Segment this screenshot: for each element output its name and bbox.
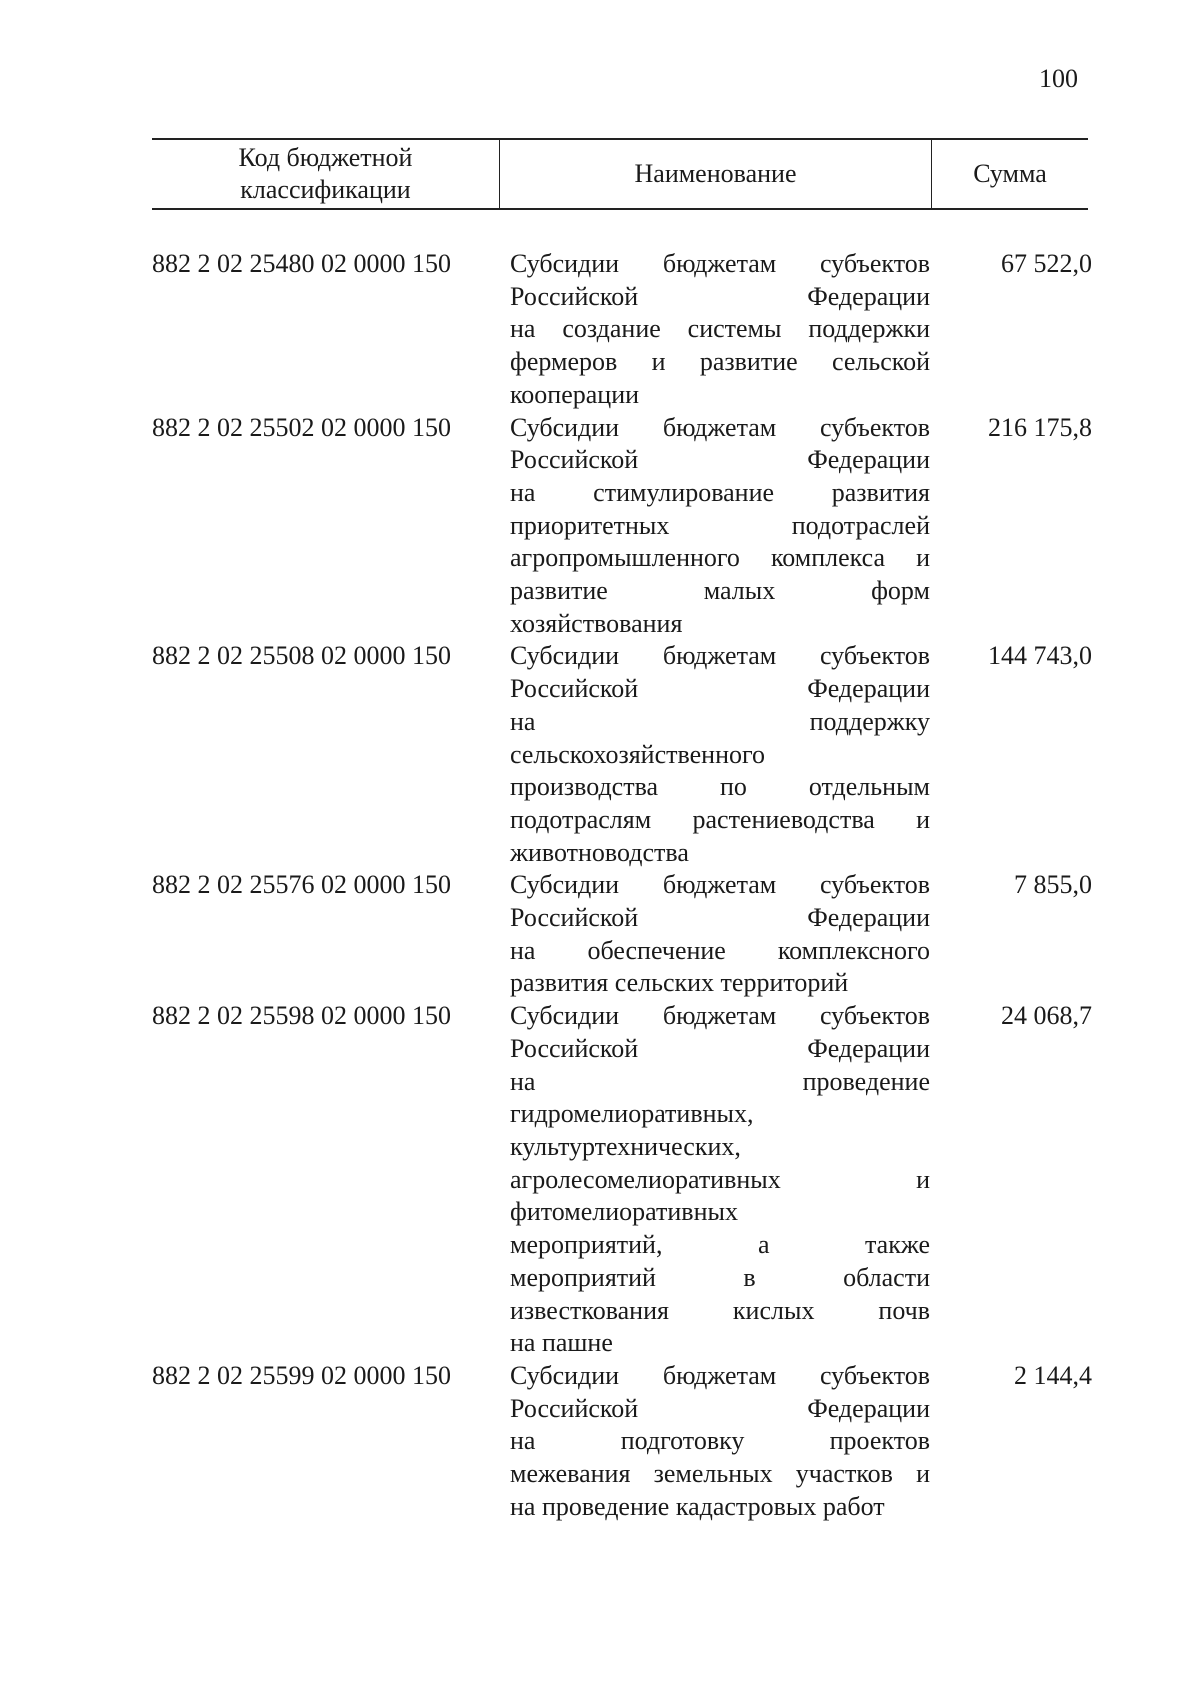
row-code: 882 2 02 25598 02 0000 150 xyxy=(152,1001,451,1031)
row-sum: 67 522,0 xyxy=(1001,249,1092,278)
row-name-line: на создание системы поддержки xyxy=(510,314,930,344)
row-name-line: на проведение xyxy=(510,1066,930,1096)
row-name-line: культуртехнических, xyxy=(510,1131,741,1161)
row-name-line: Российской Федерации xyxy=(510,674,930,704)
row-name-line: межевания земельных участков и xyxy=(510,1459,930,1489)
row-name xyxy=(508,412,930,641)
row-sum: 144 743,0 xyxy=(988,641,1092,671)
row-name-line: производства по отдельным xyxy=(510,772,930,802)
row-name-line: Российской Федерации xyxy=(510,1033,930,1063)
row-name-line: на пашне xyxy=(510,1328,613,1358)
row-name-line: Субсидии бюджетам субъектов xyxy=(510,249,930,278)
row-sum: 7 855,0 xyxy=(1014,870,1092,900)
table-row xyxy=(152,412,1092,641)
row-name-line: животноводства xyxy=(510,837,689,867)
row-name-line: мероприятий в области xyxy=(510,1262,930,1292)
row-name xyxy=(508,869,930,1000)
row-name-line: Российской Федерации xyxy=(510,903,930,933)
row-name-line: фитомелиоративных xyxy=(510,1197,738,1227)
row-name-line: мероприятий, а также xyxy=(510,1230,930,1260)
row-code: 882 2 02 25508 02 0000 150 xyxy=(152,641,451,671)
row-code: 882 2 02 25576 02 0000 150 xyxy=(152,870,451,900)
page-number: 100 xyxy=(1039,64,1078,93)
header-code-line2: классификации xyxy=(240,175,411,204)
row-name-line: Российской Федерации xyxy=(510,281,930,311)
row-name-line: хозяйствования xyxy=(510,608,683,638)
row-name-line: Субсидии бюджетам субъектов xyxy=(510,1360,930,1390)
table-row xyxy=(152,1360,1092,1524)
table-row xyxy=(152,248,1092,412)
row-name-line: агролесомелиоративных и xyxy=(510,1164,930,1194)
row-name xyxy=(508,640,930,869)
table-row xyxy=(152,640,1092,869)
row-name-line: развития сельских территорий xyxy=(510,968,849,998)
row-name-line: фермеров и развитие сельской xyxy=(510,347,930,377)
row-sum: 2 144,4 xyxy=(1014,1360,1092,1390)
row-name-line: на подготовку проектов xyxy=(510,1426,930,1456)
header-code-line1: Код бюджетной xyxy=(238,143,413,172)
row-name-line: подотраслям растениеводства и xyxy=(510,804,930,834)
row-name-line: Субсидии бюджетам субъектов xyxy=(510,412,930,442)
row-name-line: Субсидии бюджетам субъектов xyxy=(510,870,930,900)
row-name-line: на поддержку xyxy=(510,706,930,736)
row-name-line: сельскохозяйственного xyxy=(510,739,765,769)
row-sum: 216 175,8 xyxy=(988,412,1092,442)
row-name-line: Субсидии бюджетам субъектов xyxy=(510,641,930,671)
row-name-line: приоритетных подотраслей xyxy=(510,510,930,540)
row-name xyxy=(508,1360,930,1524)
table-row xyxy=(152,869,1092,1000)
row-name-line: на проведение кадастровых работ xyxy=(510,1491,885,1521)
row-name-line: гидромелиоративных, xyxy=(510,1099,754,1129)
row-name xyxy=(508,1000,930,1360)
row-name-line: на обеспечение комплексного xyxy=(510,935,930,965)
row-name-line: агропромышленного комплекса и xyxy=(510,543,930,573)
header-sum: Сумма xyxy=(973,159,1047,188)
table-header xyxy=(152,138,1088,210)
row-code: 882 2 02 25480 02 0000 150 xyxy=(152,249,451,278)
table-row xyxy=(152,1000,1092,1360)
row-code: 882 2 02 25502 02 0000 150 xyxy=(152,412,451,442)
row-name-line: кооперации xyxy=(510,379,640,409)
table-body xyxy=(152,248,1092,1523)
row-sum: 24 068,7 xyxy=(1001,1001,1092,1031)
row-name-line: Субсидии бюджетам субъектов xyxy=(510,1001,930,1031)
row-name-line: на стимулирование развития xyxy=(510,477,930,507)
header-name: Наименование xyxy=(500,140,932,208)
row-name-line: Российской Федерации xyxy=(510,1393,930,1423)
row-name-line: развитие малых форм xyxy=(510,576,930,606)
row-name-line: известкования кислых почв xyxy=(510,1295,930,1325)
row-name-line: Российской Федерации xyxy=(510,445,930,475)
header-code xyxy=(152,140,500,208)
row-code: 882 2 02 25599 02 0000 150 xyxy=(152,1360,451,1390)
row-name xyxy=(508,248,930,412)
